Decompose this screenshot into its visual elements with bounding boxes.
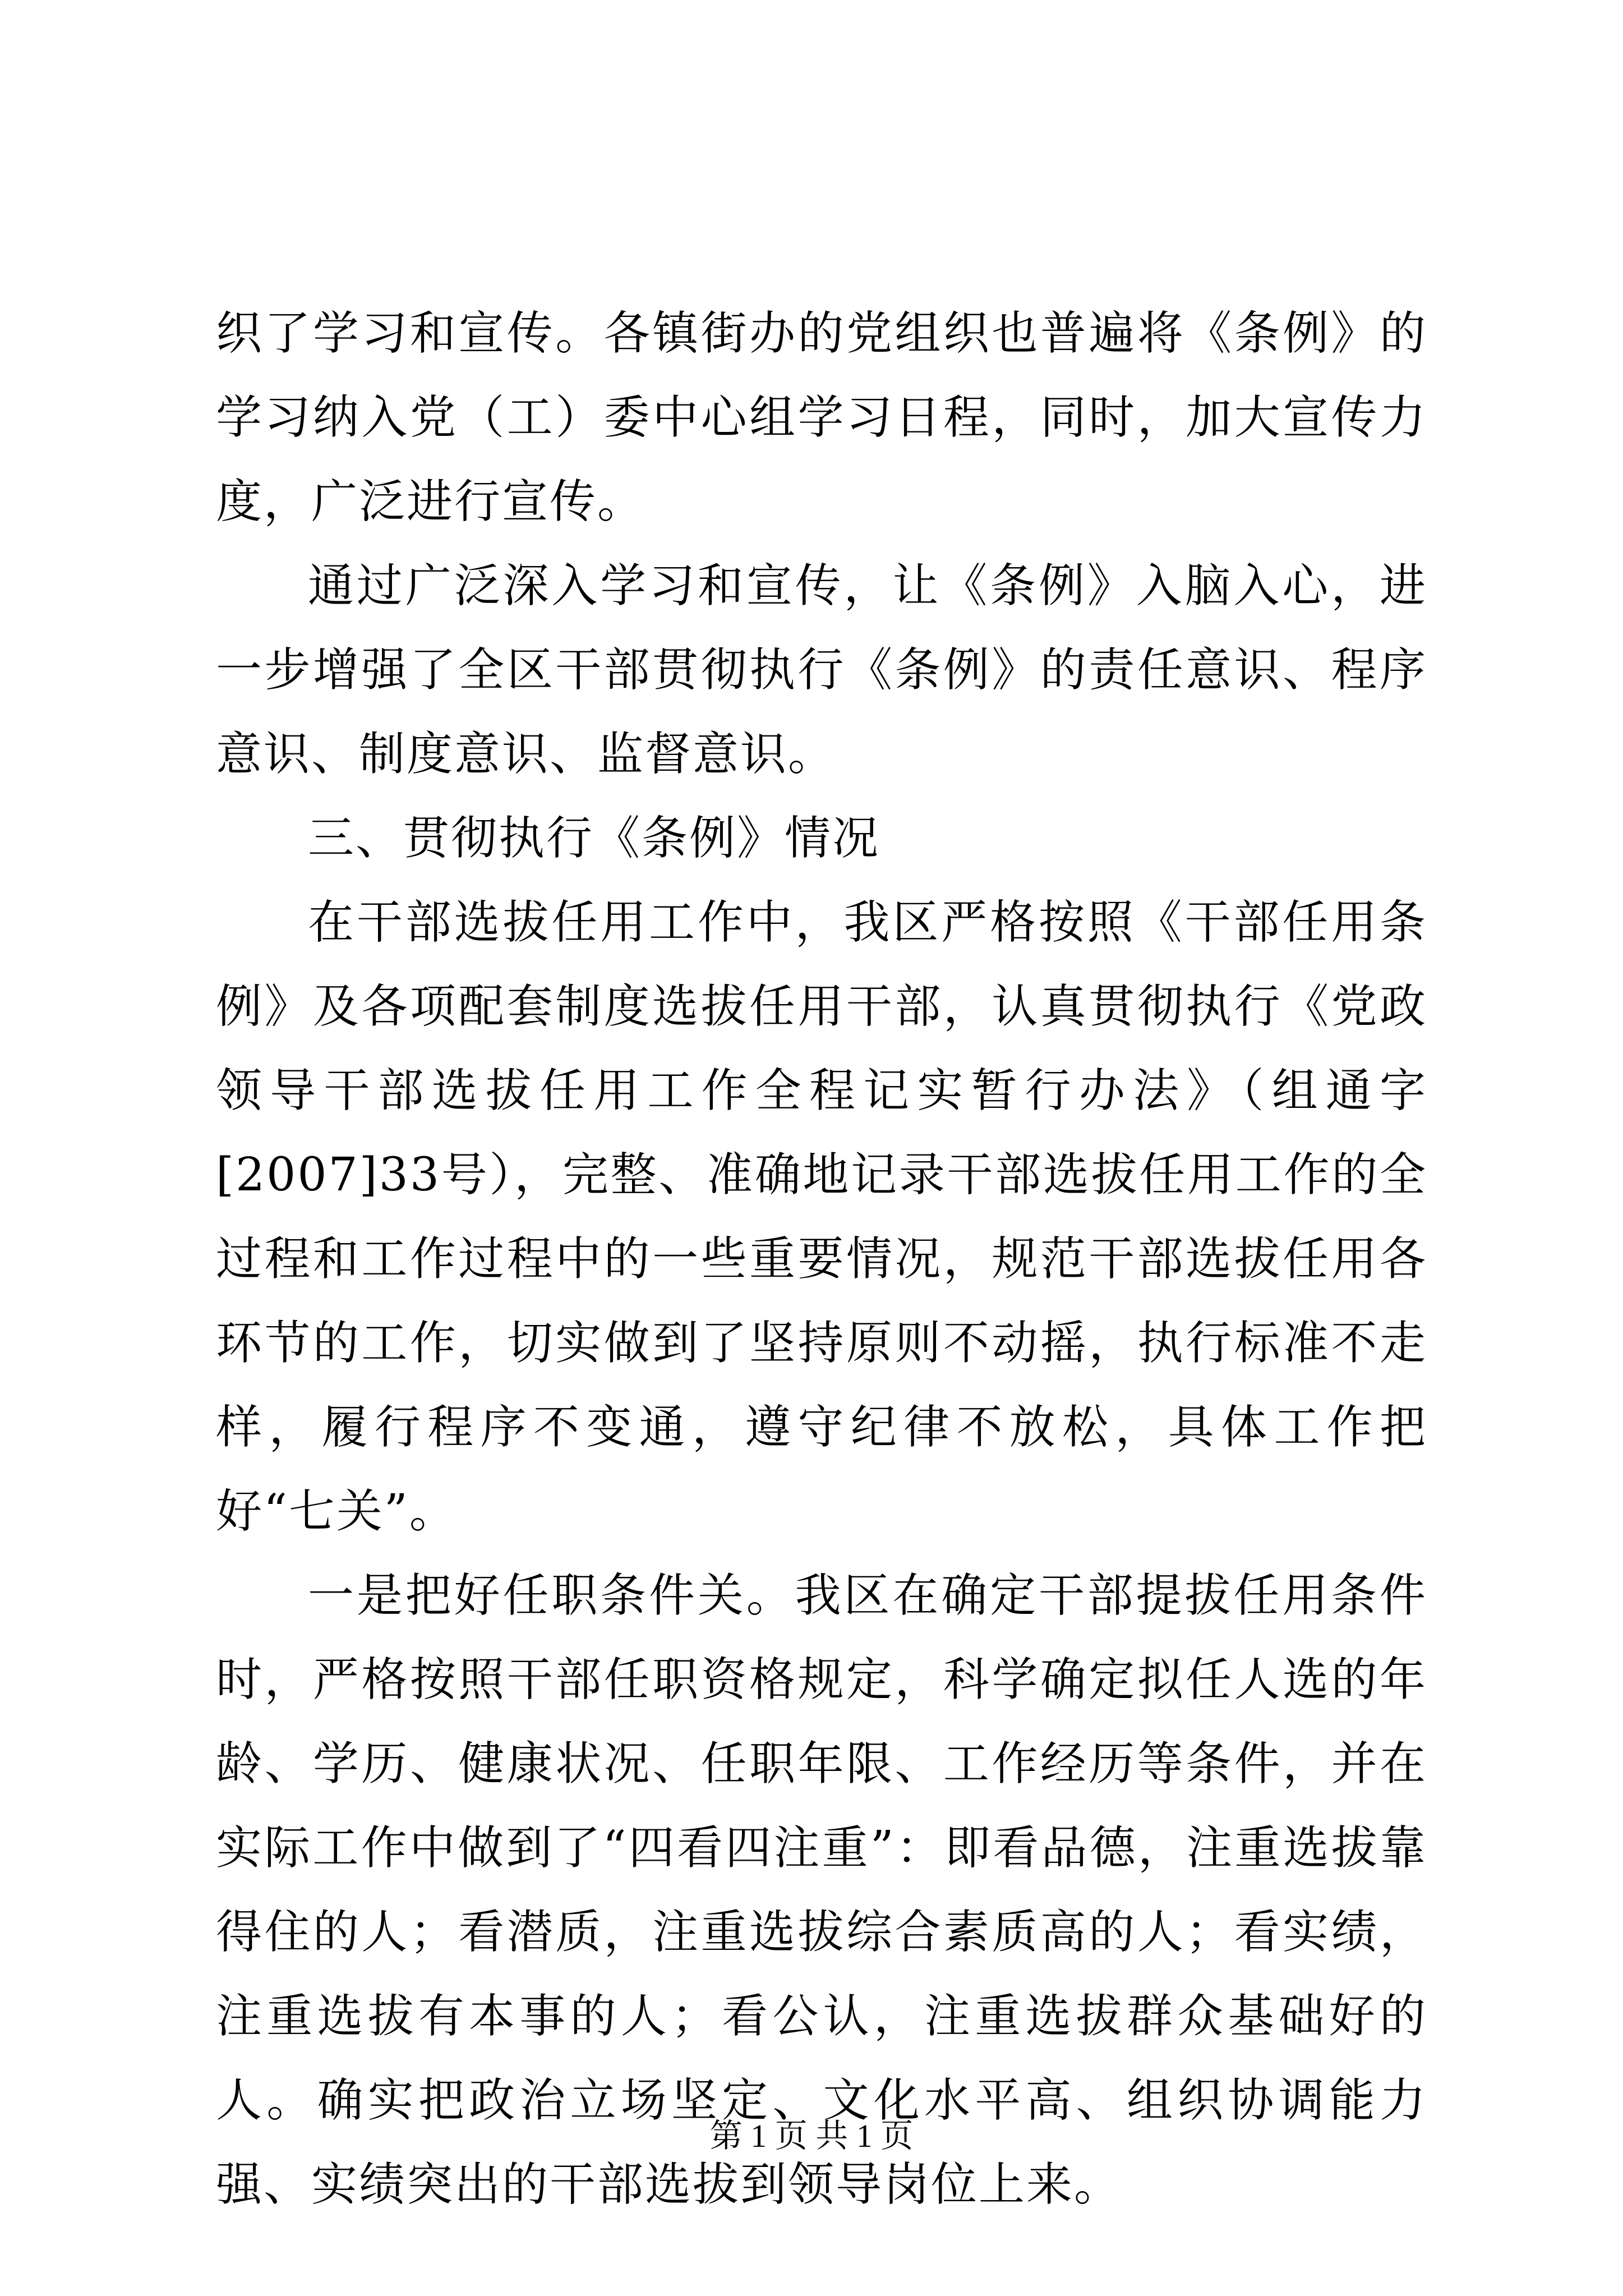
document-body: [216, 292, 1427, 2227]
paragraph-implementation: 在干部选拔任用工作中，我区严格按照《干部任用条例》及各项配套制度选拔任用干部，认真贯彻执行《党政领导干部选拔任用工作全程记实暂行办法》（组通字[2007]33号），完整、准确地记录干部选拔任用工作的全过程和工作过程中的一些重要情况，规范干部选拔任用各环节的工作，切实做到了坚持原则不动摇，执行标准不走样，履行程序不变通，遵守纪律不放松，具体工作把好“七关”。: [216, 896, 1427, 1538]
paragraph-study-summary: 通过广泛深入学习和宣传，让《条例》入脑入心，进一步增强了全区干部贯彻执行《条例》的责任意识、程序意识、制度意识、监督意识。: [216, 559, 1427, 781]
paragraph-continuation: 织了学习和宣传。各镇街办的党组织也普遍将《条例》的学习纳入党（工）委中心组学习日程，同时，加大宣传力度，广泛进行宣传。: [216, 307, 1427, 528]
page-number-footer: 第 1 页 共 1 页: [709, 2118, 914, 2154]
section-heading: 三、贯彻执行《条例》情况: [308, 812, 880, 865]
paragraph-qualification: 一是把好任职条件关。我区在确定干部提拔任用条件时，严格按照干部任职资格规定，科学确定拟任人选的年龄、学历、健康状况、任职年限、工作经历等条件，并在实际工作中做到了“四看四注重”：即看品德，注重选拔靠得住的人；看潜质，注重选拔综合素质高的人；看实绩，注重选拔有本事的人；看公认，注重选拔群众基础好的人。确实把政治立场坚定、文化水平高、组织协调能力强、实绩突出的干部选拔到领导岗位上来。: [216, 1569, 1427, 2211]
